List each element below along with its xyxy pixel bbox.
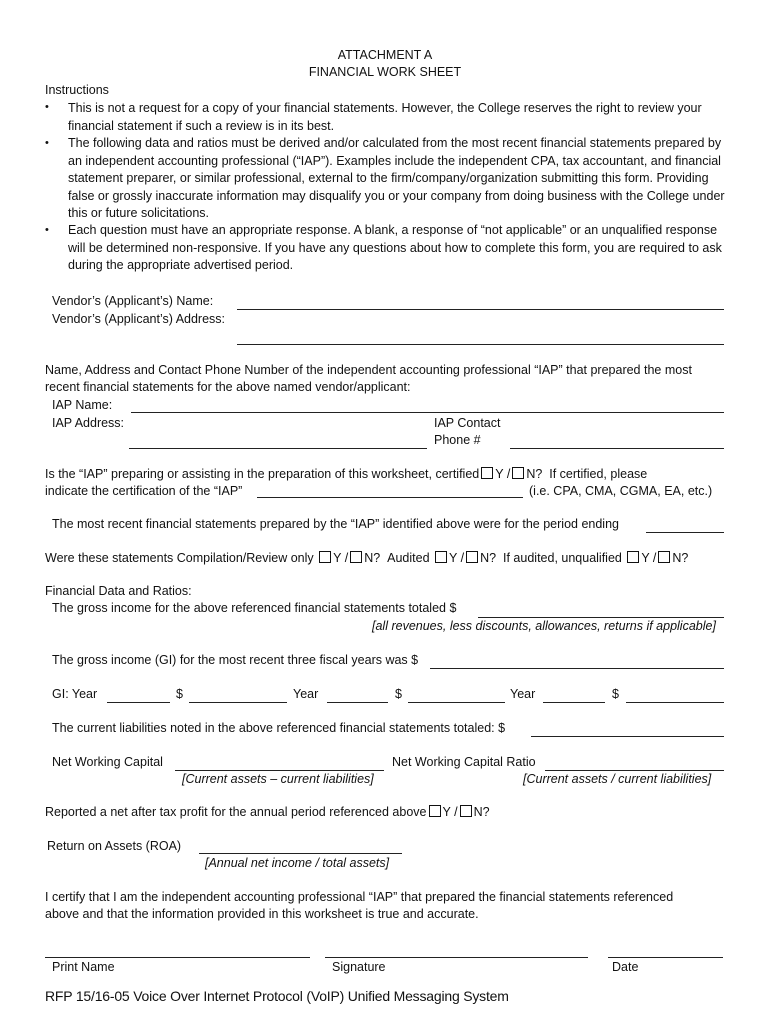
audited-label: Audited <box>387 551 430 565</box>
signature-label: Signature <box>332 960 386 974</box>
unqualified-no-checkbox[interactable] <box>658 551 670 563</box>
profit-yes-label: Y / <box>442 805 458 819</box>
bullet-3-icon: • <box>45 224 49 236</box>
print-name-label: Print Name <box>52 960 115 974</box>
certified-no-label: N? <box>526 467 543 481</box>
gi-year-2-field[interactable] <box>327 702 388 703</box>
iap-address-label: IAP Address: <box>52 416 125 430</box>
iap-phone-field[interactable] <box>510 448 724 449</box>
instructions-heading: Instructions <box>45 83 109 97</box>
certification-examples: (i.e. CPA, CMA, CGMA, EA, etc.) <box>529 484 713 498</box>
instruction-item-1: This is not a request for a copy of your financial statements. However, the College reserves the right to review your financial statement if such a review is in its best. <box>68 101 702 133</box>
audited-no-label: N? <box>480 551 497 565</box>
unqualified-yes-checkbox[interactable] <box>627 551 639 563</box>
gi-dollar-1: $ <box>176 687 183 701</box>
certify-line-1: I certify that I am the independent accounting professional “IAP” that prepared the financial statements referenced <box>45 890 674 904</box>
profit-yes-checkbox[interactable] <box>429 805 441 817</box>
iap-name-field[interactable] <box>131 412 724 413</box>
gi-three-years-field[interactable] <box>430 668 724 669</box>
gi-amount-2-field[interactable] <box>408 702 505 703</box>
title-line-1: ATTACHMENT A <box>337 48 433 62</box>
gi-dollar-3: $ <box>612 687 619 701</box>
compilation-row <box>45 550 688 567</box>
title-line-2: FINANCIAL WORK SHEET <box>308 65 462 79</box>
certify-line-2: above and that the information provided in this worksheet is true and accurate. <box>45 907 479 921</box>
roa-label: Return on Assets (ROA) <box>47 839 182 853</box>
period-label: The most recent financial statements prepared by the “IAP” identified above were for the period ending <box>52 517 619 531</box>
certified-no-checkbox[interactable] <box>512 467 524 479</box>
unqualified-label: If audited, unqualified <box>503 551 622 565</box>
gi-year-1-field[interactable] <box>107 702 170 703</box>
vendor-name-label: Vendor’s (Applicant’s) Name: <box>52 294 214 308</box>
financial-heading: Financial Data and Ratios: <box>45 584 192 598</box>
iap-intro-line-2: recent financial statements for the above named vendor/applicant: <box>45 380 411 394</box>
nwc-ratio-label: Net Working Capital Ratio <box>392 755 536 769</box>
compilation-yes-label: Y / <box>333 551 349 565</box>
nwc-label: Net Working Capital <box>52 755 163 769</box>
vendor-name-field[interactable] <box>237 309 724 310</box>
roa-note: [Annual net income / total assets] <box>205 856 390 870</box>
gi-amount-1-field[interactable] <box>189 702 287 703</box>
gi-year-3-field[interactable] <box>543 702 605 703</box>
unqualified-yes-label: Y / <box>641 551 657 565</box>
date-field[interactable] <box>608 957 723 958</box>
nwc-note: [Current assets – current liabilities] <box>182 772 374 786</box>
profit-no-label: N? <box>473 805 490 819</box>
certified-suffix: If certified, please <box>549 467 648 481</box>
signature-field[interactable] <box>325 957 588 958</box>
compilation-label: Were these statements Compilation/Review only <box>45 551 314 565</box>
certified-yes-checkbox[interactable] <box>481 467 493 479</box>
iap-address-field[interactable] <box>129 448 427 449</box>
roa-field[interactable] <box>199 853 402 854</box>
vendor-address-field[interactable] <box>237 344 724 345</box>
nwc-ratio-note: [Current assets / current liabilities] <box>523 772 712 786</box>
period-field[interactable] <box>646 532 724 533</box>
gi-amount-3-field[interactable] <box>626 702 724 703</box>
certified-question-text: Is the “IAP” preparing or assisting in the preparation of this worksheet, certified <box>45 467 480 481</box>
date-label: Date <box>612 960 639 974</box>
gi-year-3-label: Year <box>510 687 536 701</box>
compilation-no-checkbox[interactable] <box>350 551 362 563</box>
current-liabilities-label: The current liabilities noted in the above referenced financial statements totaled: $ <box>52 721 506 735</box>
print-name-field[interactable] <box>45 957 310 958</box>
audited-yes-label: Y / <box>449 551 465 565</box>
iap-phone-label: Phone # <box>434 433 481 447</box>
gi-year-label: GI: Year <box>52 687 98 701</box>
gi-dollar-2: $ <box>395 687 402 701</box>
iap-contact-label: IAP Contact <box>434 416 501 430</box>
gi-year-2-label: Year <box>293 687 319 701</box>
gross-income-note: [all revenues, less discounts, allowances, returns if applicable] <box>372 619 716 633</box>
iap-name-label: IAP Name: <box>52 398 113 412</box>
profit-row <box>45 804 490 821</box>
certified-yes-label: Y / <box>495 467 511 481</box>
bullet-1-icon: • <box>45 101 49 113</box>
certification-field[interactable] <box>257 497 523 498</box>
footer-text: RFP 15/16-05 Voice Over Internet Protocol (VoIP) Unified Messaging System <box>45 988 509 1004</box>
gi-three-years-label: The gross income (GI) for the most recent three fiscal years was $ <box>52 653 419 667</box>
profit-no-checkbox[interactable] <box>460 805 472 817</box>
current-liabilities-field[interactable] <box>531 736 724 737</box>
compilation-yes-checkbox[interactable] <box>319 551 331 563</box>
compilation-no-label: N? <box>364 551 381 565</box>
certification-prefix: indicate the certification of the “IAP” <box>45 484 243 498</box>
vendor-address-label: Vendor’s (Applicant’s) Address: <box>52 312 226 326</box>
certified-question <box>45 466 647 483</box>
bullet-2-icon: • <box>45 137 49 149</box>
audited-no-checkbox[interactable] <box>466 551 478 563</box>
instruction-item-3: Each question must have an appropriate response. A blank, a response of “not applicable” or an unqualified response will be determined non-responsive. If you have any questions about how to complete this form, you are required to ask during the appropriate advertised period. <box>68 223 722 272</box>
unqualified-no-label: N? <box>672 551 689 565</box>
instruction-item-2: The following data and ratios must be derived and/or calculated from the most recent financial statements prepared by an independent accounting professional (“IAP”). Examples include the independent CPA, tax accountant, and financial statement preparer, or similar professional, external to the firm/company/organization submitting this form. Providing false or grossly inaccurate information may disqualify you or your company from doing business with the College under this or future solicitations. <box>68 136 725 220</box>
profit-label: Reported a net after tax profit for the annual period referenced above <box>45 805 427 819</box>
audited-yes-checkbox[interactable] <box>435 551 447 563</box>
gross-income-label: The gross income for the above referenced financial statements totaled $ <box>52 601 457 615</box>
iap-intro-line-1: Name, Address and Contact Phone Number of the independent accounting professional “IAP” that prepared the most <box>45 363 692 377</box>
